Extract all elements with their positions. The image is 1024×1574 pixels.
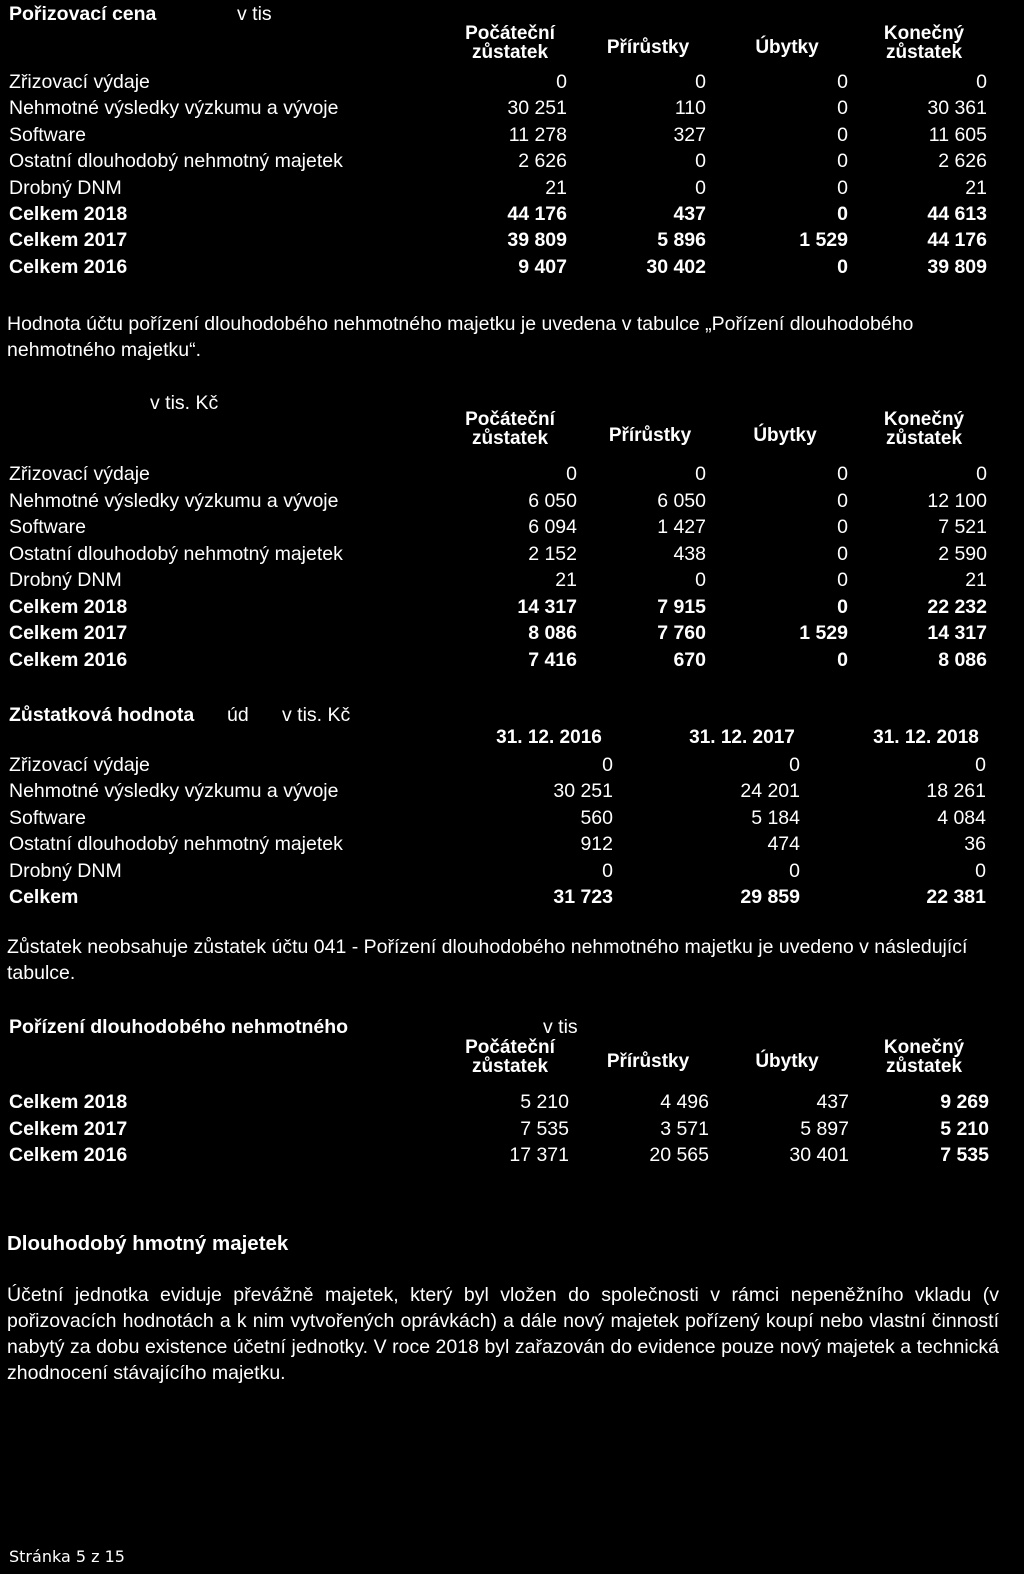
table2-cell: 0 xyxy=(837,648,848,671)
table2-cell: 1 427 xyxy=(657,516,706,538)
table1-cell: 11 278 xyxy=(508,123,567,146)
table3-row-label: Celkem xyxy=(9,886,79,908)
table2-cell: 0 xyxy=(837,595,848,618)
table1-cell: 21 xyxy=(545,176,567,199)
table1-row-label: Nehmotné výsledky výzkumu a vývoje xyxy=(9,97,339,120)
table3-header-1: 31. 12. 2017 xyxy=(689,727,795,748)
table2-cell: 0 xyxy=(695,569,706,591)
table4-cell: 7 535 xyxy=(520,1117,569,1140)
table2-header-1: Přírůstky xyxy=(608,425,692,446)
table3-row-label: Ostatní dlouhodobý nehmotný majetek xyxy=(9,833,343,856)
table3-row-label: Drobný DNM xyxy=(9,859,122,882)
table2-cell: 21 xyxy=(555,569,577,591)
table2-cell: 7 760 xyxy=(657,622,706,644)
table2-cell: 0 xyxy=(837,463,848,485)
table3-cell: 22 381 xyxy=(926,886,986,908)
table2-cell: 8 086 xyxy=(938,648,987,671)
table2-cell: 1 529 xyxy=(799,622,848,644)
table2-cell: 0 xyxy=(837,542,848,565)
table4-header-1: Přírůstky xyxy=(606,1051,690,1072)
table3-cell: 0 xyxy=(789,754,800,776)
table4-title: Pořízení dlouhodobého nehmotného xyxy=(9,1016,349,1038)
table4-cell: 9 269 xyxy=(940,1091,989,1113)
table3-cell: 0 xyxy=(602,754,613,776)
table3-cell: 5 184 xyxy=(751,806,800,829)
table3-cell: 474 xyxy=(767,833,800,856)
table3-cell: 18 261 xyxy=(926,780,986,803)
table2-row-label: Zřizovací výdaje xyxy=(9,463,150,485)
table4-cell: 7 535 xyxy=(940,1144,989,1166)
table3-cell: 24 201 xyxy=(740,780,800,803)
table2-cell: 21 xyxy=(965,569,987,591)
table1-cell: 44 176 xyxy=(927,229,987,252)
table2-cell: 6 050 xyxy=(528,489,577,512)
table3-row-label: Nehmotné výsledky výzkumu a vývoje xyxy=(9,780,339,803)
table3-cell: 0 xyxy=(975,754,986,776)
paragraph-balance-note: Zůstatek neobsahuje zůstatek účtu 041 - Pořízení dlouhodobého nehmotného majetku je uvedeno v následující tabulce. xyxy=(7,936,968,984)
table2-cell: 0 xyxy=(837,516,848,538)
table2-row-label: Nehmotné výsledky výzkumu a vývoje xyxy=(9,489,339,512)
table1-cell: 0 xyxy=(695,150,706,173)
table1-row-label: Drobný DNM xyxy=(9,176,122,199)
table4-cell: 20 565 xyxy=(649,1144,709,1166)
table2-cell: 14 317 xyxy=(517,595,577,618)
table1-row-label: Celkem 2018 xyxy=(9,203,128,225)
table2-cell: 670 xyxy=(673,648,706,671)
table3-cell: 4 084 xyxy=(937,806,986,829)
table4-header-2: Úbytky xyxy=(755,1051,819,1072)
paragraph-tangible-assets: Účetní jednotka eviduje převážně majetek, který byl vložen do společnosti v rámci nepeněžního vkladu (v pořizovacích hodnotách a k nim vytvořených oprávkách) a dále nový majetek pořízený koupí nebo vlastní činností nabytý za dobu existence účetní jednotky. V roce 2018 byl zařazován do evidence pouze nový majetek a technická zhodnocení stávajícího majetku. xyxy=(7,1284,999,1384)
table2-cell: 0 xyxy=(837,489,848,512)
table1-cell: 0 xyxy=(837,255,848,278)
table1-cell: 30 361 xyxy=(927,97,987,120)
table2-cell: 438 xyxy=(673,542,706,565)
table1-cell: 39 809 xyxy=(927,255,987,278)
table4-row-label: Celkem 2016 xyxy=(9,1144,128,1166)
table1-row-label: Software xyxy=(9,123,86,146)
table2-header-2: Úbytky xyxy=(753,425,817,446)
table2-cell: 0 xyxy=(566,463,577,485)
section-heading: Dlouhodobý hmotný majetek xyxy=(7,1232,289,1255)
table1-cell: 437 xyxy=(673,203,706,225)
table4-cell: 17 371 xyxy=(509,1144,569,1166)
table1-cell: 327 xyxy=(673,123,706,146)
table2-cell: 6 094 xyxy=(528,516,577,538)
table3-cell: 0 xyxy=(789,859,800,882)
table4-cell: 3 571 xyxy=(660,1117,709,1140)
table4-cell: 4 496 xyxy=(660,1091,709,1113)
table1-cell: 21 xyxy=(965,176,987,199)
table1-cell: 0 xyxy=(837,203,848,225)
table2-cell: 0 xyxy=(976,463,987,485)
table2-cell: 2 590 xyxy=(938,542,987,565)
table2-row-label: Software xyxy=(9,516,86,538)
table1-cell: 0 xyxy=(837,176,848,199)
table4-unit: v tis xyxy=(543,1016,578,1038)
table3-unit: v tis. Kč xyxy=(282,704,351,726)
table4-cell: 437 xyxy=(816,1091,849,1113)
table4-cell: 30 401 xyxy=(789,1144,849,1166)
table1-cell: 5 896 xyxy=(657,229,706,252)
table3-header-0: 31. 12. 2016 xyxy=(496,727,602,748)
table1-row-label: Celkem 2017 xyxy=(9,229,128,252)
table2-cell: 6 050 xyxy=(657,489,706,512)
table1-cell: 0 xyxy=(695,176,706,199)
table3-title-suffix: úd xyxy=(227,704,249,726)
table3-cell: 912 xyxy=(580,833,613,856)
table3-row-label: Software xyxy=(9,806,86,829)
table1-cell: 0 xyxy=(837,71,848,93)
table1-cell: 44 613 xyxy=(927,203,987,225)
table2-cell: 7 416 xyxy=(528,648,577,671)
table2-row-label: Drobný DNM xyxy=(9,569,122,591)
table2-row-label: Celkem 2018 xyxy=(9,595,128,618)
table3-cell: 31 723 xyxy=(553,886,613,908)
table1-cell: 39 809 xyxy=(507,229,567,252)
table1-cell: 11 605 xyxy=(928,123,987,146)
table1-cell: 30 402 xyxy=(646,255,706,278)
table2-cell: 7 521 xyxy=(938,516,987,538)
table3-cell: 0 xyxy=(975,859,986,882)
table3-cell: 29 859 xyxy=(740,886,800,908)
table1-cell: 0 xyxy=(695,71,706,93)
table1-cell: 9 407 xyxy=(518,255,567,278)
table3-title: Zůstatková hodnota xyxy=(9,704,195,726)
table2-unit: v tis. Kč xyxy=(150,392,219,414)
table1-cell: 2 626 xyxy=(518,150,567,173)
table1-cell: 1 529 xyxy=(799,229,848,252)
table1-cell: 2 626 xyxy=(938,150,987,173)
table1-header-2: Úbytky xyxy=(755,37,819,58)
table2-header-0: Počáteční zůstatek xyxy=(465,409,555,449)
table1-cell: 110 xyxy=(674,97,706,120)
table2-row-label: Ostatní dlouhodobý nehmotný majetek xyxy=(9,542,343,565)
table2-cell: 12 100 xyxy=(927,489,987,512)
table1-row-label: Zřizovací výdaje xyxy=(9,71,150,93)
table1-header-0: Počáteční zůstatek xyxy=(465,23,555,63)
table1-row-label: Celkem 2016 xyxy=(9,255,128,278)
page-footer: Stránka 5 z 15 xyxy=(9,1547,125,1566)
table1-cell: 0 xyxy=(837,97,848,120)
table4-row-label: Celkem 2018 xyxy=(9,1091,128,1113)
table1-unit: v tis xyxy=(237,3,272,25)
table4-cell: 5 210 xyxy=(940,1117,989,1140)
table2-cell: 2 152 xyxy=(528,542,577,565)
table1-cell: 0 xyxy=(837,123,848,146)
table1-title: Pořizovací cena xyxy=(9,3,157,25)
table2-cell: 22 232 xyxy=(927,595,987,618)
table1-header-1: Přírůstky xyxy=(606,37,690,58)
table3-header-2: 31. 12. 2018 xyxy=(873,727,979,748)
table1-header-3: Konečný zůstatek xyxy=(883,23,965,63)
table1-row-label: Ostatní dlouhodobý nehmotný majetek xyxy=(9,150,343,173)
table2-cell: 8 086 xyxy=(528,622,577,644)
table4-cell: 5 210 xyxy=(520,1091,569,1113)
table3-row-label: Zřizovací výdaje xyxy=(9,754,150,776)
table1-cell: 0 xyxy=(976,71,987,93)
table2-cell: 14 317 xyxy=(927,622,987,644)
table1-cell: 44 176 xyxy=(507,203,567,225)
table1-cell: 0 xyxy=(837,150,848,173)
table3-cell: 30 251 xyxy=(553,780,613,803)
table3-cell: 36 xyxy=(964,833,986,856)
table4-header-0: Počáteční zůstatek xyxy=(465,1037,555,1077)
table1-cell: 0 xyxy=(556,71,567,93)
table4-cell: 5 897 xyxy=(800,1117,849,1140)
table3-cell: 0 xyxy=(602,859,613,882)
table2-cell: 7 915 xyxy=(657,595,706,618)
table2-cell: 0 xyxy=(837,569,848,591)
table4-header-3: Konečný zůstatek xyxy=(883,1037,965,1077)
table2-cell: 0 xyxy=(695,463,706,485)
paragraph-account-note: Hodnota účtu pořízení dlouhodobého nehmotného majetku je uvedena v tabulce „Pořízení dlouhodobého nehmotného majetku“. xyxy=(7,313,914,361)
table2-row-label: Celkem 2016 xyxy=(9,648,128,671)
table4-row-label: Celkem 2017 xyxy=(9,1117,128,1140)
table3-cell: 560 xyxy=(580,806,613,829)
table2-row-label: Celkem 2017 xyxy=(9,622,128,644)
table2-header-3: Konečný zůstatek xyxy=(883,409,965,449)
table1-cell: 30 251 xyxy=(507,97,567,120)
